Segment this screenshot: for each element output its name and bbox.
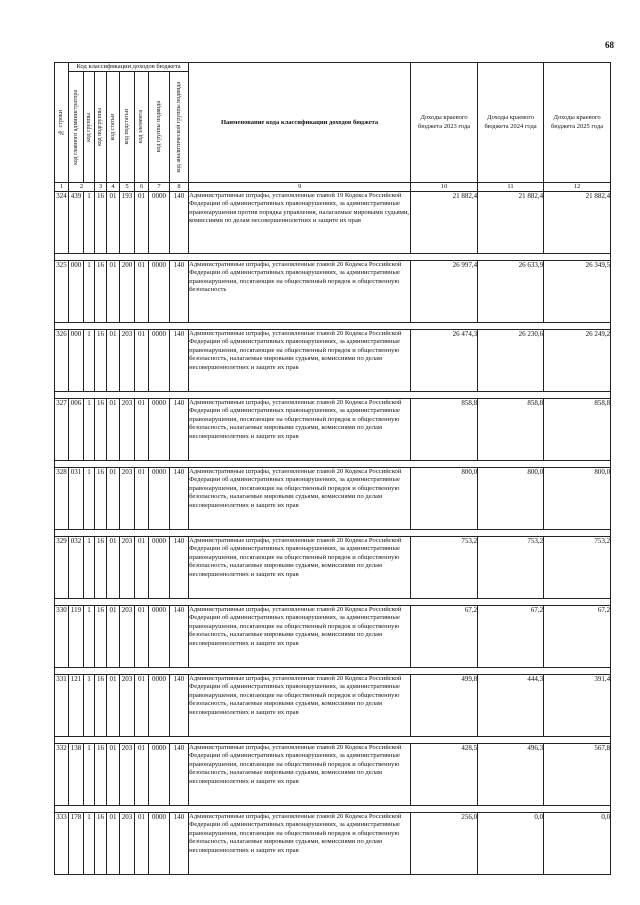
code-group: 1	[84, 813, 95, 875]
income-2024-value: 26 633,9	[478, 261, 544, 323]
header-code-subtype-group: код группы подвида	[149, 72, 170, 183]
table-row	[55, 606, 611, 668]
table-row	[55, 468, 611, 530]
code-subtype-group: 0000	[149, 537, 170, 599]
code-subarticle: 203	[120, 675, 135, 737]
code-admin: 178	[69, 813, 84, 875]
code-element: 01	[135, 468, 149, 530]
row-spacer	[55, 323, 611, 330]
income-code-name: Административные штрафы, установленные главой 20 Кодекса Российской Федерации об административных правонарушениях, за административные правонарушения, посягающие на общественный порядок и общественную безопасность, налагаемые мировыми судьями, комиссиями по делам несовершеннолетних и защите их прав	[189, 813, 411, 875]
income-code-name: Административные штрафы, установленные главой 20 Кодекса Российской Федерации об административных правонарушениях, за административные правонарушения, посягающие на общественный порядок и общественную безопасность	[189, 261, 411, 323]
code-subgroup: 16	[95, 468, 107, 530]
code-analytic-group: 140	[170, 468, 189, 530]
row-number: 332	[55, 744, 69, 806]
code-subtype-group: 0000	[149, 468, 170, 530]
header-income-2023: Доходы краевого бюджета 2023 года	[411, 63, 478, 183]
code-admin: 031	[69, 468, 84, 530]
income-2025-value: 26 249,2	[544, 330, 611, 392]
income-2023-value: 753,2	[411, 537, 478, 599]
column-number: 1	[55, 183, 69, 192]
code-subgroup: 16	[95, 399, 107, 461]
income-2023-value: 67,2	[411, 606, 478, 668]
income-2024-value: 753,2	[478, 537, 544, 599]
column-number: 2	[69, 183, 95, 192]
income-2024-value: 21 882,4	[478, 192, 544, 254]
code-article: 01	[107, 468, 120, 530]
code-admin: 439	[69, 192, 84, 254]
code-article: 01	[107, 330, 120, 392]
code-admin: 032	[69, 537, 84, 599]
header-income-2024: Доходы краевого бюджета 2024 года	[478, 63, 544, 183]
code-subtype-group: 0000	[149, 192, 170, 254]
code-subgroup: 16	[95, 744, 107, 806]
income-2025-value: 567,8	[544, 744, 611, 806]
income-code-name: Административные штрафы, установленные главой 20 Кодекса Российской Федерации об административных правонарушениях, за административные правонарушения, посягающие на общественный порядок и общественную безопасность, налагаемые мировыми судьями, комиссиями по делам несовершеннолетних и защите их прав	[189, 675, 411, 737]
code-subarticle: 203	[120, 537, 135, 599]
code-subarticle: 193	[120, 192, 135, 254]
code-group: 1	[84, 606, 95, 668]
code-subtype-group: 0000	[149, 813, 170, 875]
table-row	[55, 399, 611, 461]
code-analytic-group: 140	[170, 675, 189, 737]
code-subgroup: 16	[95, 606, 107, 668]
code-subarticle: 203	[120, 606, 135, 668]
income-2023-value: 26 474,3	[411, 330, 478, 392]
code-group: 1	[84, 744, 95, 806]
column-number: 7	[149, 183, 170, 192]
code-article: 01	[107, 813, 120, 875]
row-spacer-cell	[55, 737, 611, 744]
code-article: 01	[107, 675, 120, 737]
header-name-column: Наименование кода классификации доходов бюджета	[189, 63, 411, 183]
code-admin: 000	[69, 261, 84, 323]
income-2024-value: 496,3	[478, 744, 544, 806]
code-analytic-group: 140	[170, 744, 189, 806]
income-2025-value: 0,0	[544, 813, 611, 875]
code-element: 01	[135, 813, 149, 875]
code-subgroup: 16	[95, 537, 107, 599]
code-group: 1	[84, 330, 95, 392]
code-article: 01	[107, 744, 120, 806]
header-classification-group: Код классификации доходов бюджета	[69, 63, 189, 72]
row-number: 326	[55, 330, 69, 392]
table-row	[55, 675, 611, 737]
code-admin: 000	[69, 330, 84, 392]
row-number: 333	[55, 813, 69, 875]
income-code-name: Административные штрафы, установленные главой 20 Кодекса Российской Федерации об административных правонарушениях, за административные правонарушения, посягающие на общественный порядок и общественную безопасность, налагаемые мировыми судьями, комиссиями по делам несовершеннолетних и защите их прав	[189, 399, 411, 461]
row-spacer	[55, 530, 611, 537]
row-number: 329	[55, 537, 69, 599]
row-spacer	[55, 806, 611, 813]
row-number: 331	[55, 675, 69, 737]
column-number: 11	[478, 183, 544, 192]
income-2025-value: 800,0	[544, 468, 611, 530]
income-2023-value: 26 997,4	[411, 261, 478, 323]
code-analytic-group: 140	[170, 192, 189, 254]
column-number: 12	[544, 183, 611, 192]
code-analytic-group: 140	[170, 813, 189, 875]
code-group: 1	[84, 261, 95, 323]
code-subarticle: 203	[120, 330, 135, 392]
table-row	[55, 813, 611, 875]
code-subarticle: 203	[120, 399, 135, 461]
code-article: 01	[107, 261, 120, 323]
code-group: 1	[84, 399, 95, 461]
row-spacer	[55, 461, 611, 468]
income-2025-value: 753,2	[544, 537, 611, 599]
row-spacer	[55, 737, 611, 744]
income-2024-value: 858,8	[478, 399, 544, 461]
column-number: 10	[411, 183, 478, 192]
code-analytic-group: 140	[170, 606, 189, 668]
income-2023-value: 256,0	[411, 813, 478, 875]
table-row	[55, 261, 611, 323]
column-numbers-row	[55, 183, 611, 192]
column-number: 3	[95, 183, 107, 192]
income-2024-value: 800,0	[478, 468, 544, 530]
code-admin: 138	[69, 744, 84, 806]
code-analytic-group: 140	[170, 537, 189, 599]
code-analytic-group: 140	[170, 330, 189, 392]
income-code-name: Административные штрафы, установленные главой 20 Кодекса Российской Федерации об административных правонарушениях, за административные правонарушения, посягающие на общественный порядок и общественную безопасность, налагаемые мировыми судьями, комиссиями по делам несовершеннолетних и защите их прав	[189, 468, 411, 530]
header-code-subgroup: код подгруппы	[95, 72, 107, 183]
row-spacer-cell	[55, 668, 611, 675]
code-admin: 121	[69, 675, 84, 737]
code-element: 01	[135, 399, 149, 461]
code-subarticle: 203	[120, 813, 135, 875]
income-2023-value: 499,8	[411, 675, 478, 737]
column-number: 8	[170, 183, 189, 192]
code-subtype-group: 0000	[149, 675, 170, 737]
row-spacer-cell	[55, 392, 611, 399]
code-admin: 119	[69, 606, 84, 668]
code-subarticle: 200	[120, 261, 135, 323]
code-element: 01	[135, 675, 149, 737]
code-subtype-group: 0000	[149, 261, 170, 323]
code-group: 1	[84, 537, 95, 599]
header-code-subarticle: код подстатьи	[120, 72, 135, 183]
row-spacer-cell	[55, 323, 611, 330]
code-analytic-group: 140	[170, 261, 189, 323]
row-spacer-cell	[55, 254, 611, 261]
code-analytic-group: 140	[170, 399, 189, 461]
income-code-name: Административные штрафы, установленные главой 20 Кодекса Российской Федерации об административных правонарушениях, за административные правонарушения, посягающие на общественный порядок и общественную безопасность, налагаемые мировыми судьями, комиссиями по делам несовершеннолетних и защите их прав	[189, 606, 411, 668]
income-2023-value: 800,0	[411, 468, 478, 530]
column-number: 4	[107, 183, 120, 192]
table-row	[55, 330, 611, 392]
income-2023-value: 21 882,4	[411, 192, 478, 254]
row-spacer	[55, 392, 611, 399]
income-2025-value: 391,4	[544, 675, 611, 737]
code-article: 01	[107, 192, 120, 254]
code-subtype-group: 0000	[149, 399, 170, 461]
income-2023-value: 428,5	[411, 744, 478, 806]
income-code-name: Административные штрафы, установленные главой 20 Кодекса Российской Федерации об административных правонарушениях, за административные правонарушения, посягающие на общественный порядок и общественную безопасность, налагаемые мировыми судьями, комиссиями по делам несовершеннолетних и защите их прав	[189, 537, 411, 599]
code-subgroup: 16	[95, 261, 107, 323]
header-row-number: № строки	[55, 63, 69, 183]
column-number: 5	[120, 183, 135, 192]
row-number: 325	[55, 261, 69, 323]
row-number: 330	[55, 606, 69, 668]
code-admin: 006	[69, 399, 84, 461]
budget-income-table	[54, 62, 611, 875]
income-2025-value: 67,2	[544, 606, 611, 668]
code-group: 1	[84, 192, 95, 254]
code-group: 1	[84, 675, 95, 737]
row-spacer	[55, 668, 611, 675]
row-spacer-cell	[55, 599, 611, 606]
row-spacer-cell	[55, 806, 611, 813]
income-code-name: Административные штрафы, установленные главой 19 Кодекса Российской Федерации об административных правонарушениях, за административные правонарушения против порядка управления, налагаемые мировыми судьями, комиссиями по делам несовершеннолетних и защите их прав	[189, 192, 411, 254]
table-row	[55, 192, 611, 254]
income-2024-value: 0,0	[478, 813, 544, 875]
table-row	[55, 744, 611, 806]
page-number: 68	[605, 40, 614, 50]
code-element: 01	[135, 744, 149, 806]
code-subtype-group: 0000	[149, 330, 170, 392]
code-element: 01	[135, 261, 149, 323]
income-2025-value: 26 349,5	[544, 261, 611, 323]
header-code-article: код статьи	[107, 72, 120, 183]
code-group: 1	[84, 468, 95, 530]
code-subgroup: 16	[95, 813, 107, 875]
code-element: 01	[135, 192, 149, 254]
code-article: 01	[107, 606, 120, 668]
header-code-element: код элемента	[135, 72, 149, 183]
header-code-admin: код главного администратора	[69, 72, 84, 183]
code-subgroup: 16	[95, 675, 107, 737]
code-subarticle: 203	[120, 468, 135, 530]
code-subgroup: 16	[95, 330, 107, 392]
income-2024-value: 444,3	[478, 675, 544, 737]
row-number: 328	[55, 468, 69, 530]
header-income-2025: Доходы краевого бюджета 2025 года	[544, 63, 611, 183]
income-2025-value: 21 882,4	[544, 192, 611, 254]
row-number: 324	[55, 192, 69, 254]
code-subarticle: 203	[120, 744, 135, 806]
column-number: 6	[135, 183, 149, 192]
row-spacer	[55, 254, 611, 261]
code-element: 01	[135, 330, 149, 392]
income-code-name: Административные штрафы, установленные главой 20 Кодекса Российской Федерации об административных правонарушениях, за административные правонарушения, посягающие на общественный порядок и общественную безопасность, налагаемые мировыми судьями, комиссиями по делам несовершеннолетних и защите их прав	[189, 744, 411, 806]
table-row	[55, 537, 611, 599]
row-spacer-cell	[55, 461, 611, 468]
code-element: 01	[135, 606, 149, 668]
income-code-name: Административные штрафы, установленные главой 20 Кодекса Российской Федерации об административных правонарушениях, за административные правонарушения, посягающие на общественный порядок и общественную безопасность, налагаемые мировыми судьями, комиссиями по делам несовершеннолетних и защите их прав	[189, 330, 411, 392]
income-2025-value: 858,8	[544, 399, 611, 461]
row-spacer-cell	[55, 530, 611, 537]
header-code-group: код группы	[84, 72, 95, 183]
income-2023-value: 858,8	[411, 399, 478, 461]
code-subgroup: 16	[95, 192, 107, 254]
code-element: 01	[135, 537, 149, 599]
column-number: 9	[189, 183, 411, 192]
code-subtype-group: 0000	[149, 744, 170, 806]
row-spacer	[55, 599, 611, 606]
income-2024-value: 26 230,6	[478, 330, 544, 392]
row-number: 327	[55, 399, 69, 461]
code-article: 01	[107, 537, 120, 599]
code-subtype-group: 0000	[149, 606, 170, 668]
code-article: 01	[107, 399, 120, 461]
header-code-analytic-group: код аналитической группы подвида	[170, 72, 189, 183]
income-2024-value: 67,2	[478, 606, 544, 668]
